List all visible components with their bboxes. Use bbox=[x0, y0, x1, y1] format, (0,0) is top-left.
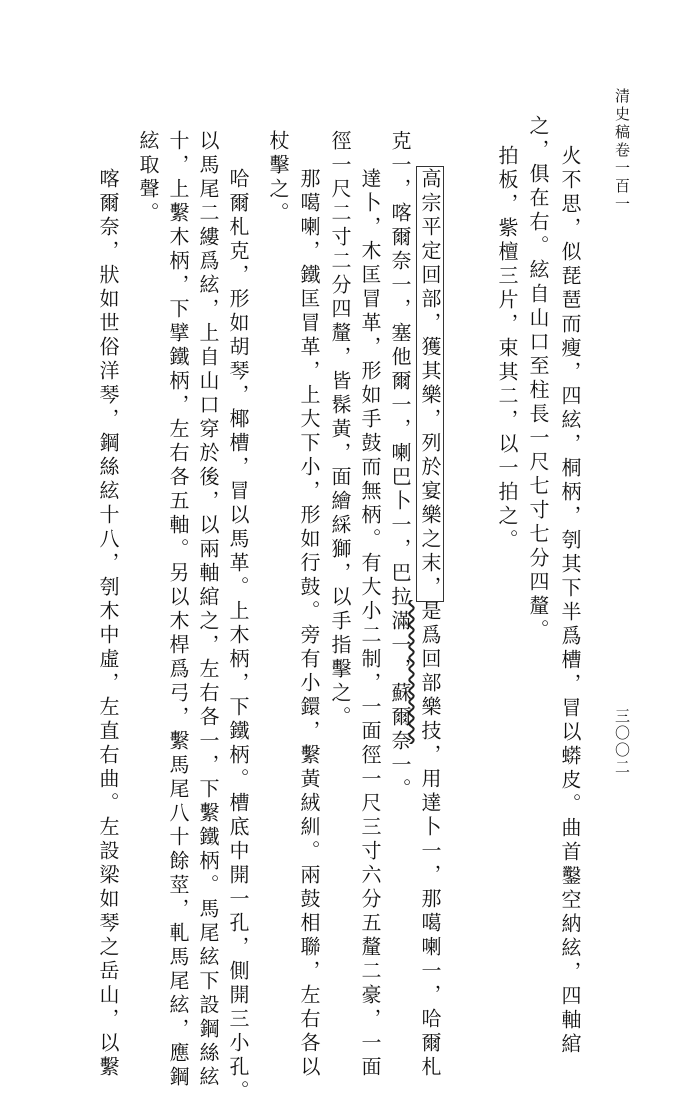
page-number: 三〇〇二 bbox=[613, 708, 631, 776]
text-column: 喀爾奈，狀如世俗洋琴，鋼絲絃十八，刳木中虛，左直右曲。左設梁如琴之岳山，以繫 bbox=[96, 168, 120, 1080]
text-column: 十，上繫木柄，下擘鐵柄，左右各五軸。另以木桿爲弓，繫馬尾八十餘莖，軋馬尾絃，應鋼 bbox=[166, 130, 190, 1090]
text-column: 那噶喇，鐵匡冒革，上大下小，形如行鼓。旁有小鐶，繫黃絨紃。兩鼓相聯，左右各以 bbox=[297, 168, 321, 1080]
text-column: 克一，喀爾奈一，塞他爾一，喇巴卜一，巴拉滿一，蘇爾奈一。 bbox=[388, 130, 412, 802]
text-column: 之，俱在右。絃自山口至柱長一尺七寸七分四釐。 bbox=[526, 115, 550, 643]
boxed-text: 高宗平定回部，獲其樂，列於宴樂之末， bbox=[418, 168, 442, 600]
header-title: 清史稿卷一百一 bbox=[613, 88, 631, 214]
text-run: ，用達卜一，那噶喇一，哈爾札 bbox=[418, 744, 442, 1080]
wavy-underlined-title: 是爲回部樂技 bbox=[418, 600, 442, 744]
text-column: 徑一尺二寸二分四釐，皆髹黃，面繪綵獅，以手指擊之。 bbox=[328, 130, 352, 730]
text-column: 絃取聲。 bbox=[136, 130, 160, 226]
text-column: 以馬尾二縷爲絃，上自山口穿於後，以兩軸綰之，左右各一，下繫鐵柄。馬尾絃下設鋼絲絃 bbox=[196, 130, 220, 1090]
text-column: 杖擊之。 bbox=[266, 130, 290, 226]
text-column: 火不思，似琵琶而瘦，四絃，桐柄，刳其下半爲槽，冒以蟒皮。曲首鑿空納絃，四軸綰 bbox=[558, 145, 582, 1057]
text-column: 拍板，紫檀三片，束其二，以一拍之。 bbox=[495, 145, 519, 553]
text-column: 哈爾札克，形如胡琴，椰槽，冒以馬革。上木柄，下鐵柄。槽底中開一孔，側開三小孔。 bbox=[226, 168, 250, 1104]
text-column bbox=[420, 168, 440, 1080]
text-column: 達卜，木匡冒革，形如手鼓而無柄。有大小二制，一面徑一尺三寸六分五釐二豪，一面 bbox=[358, 168, 382, 1080]
